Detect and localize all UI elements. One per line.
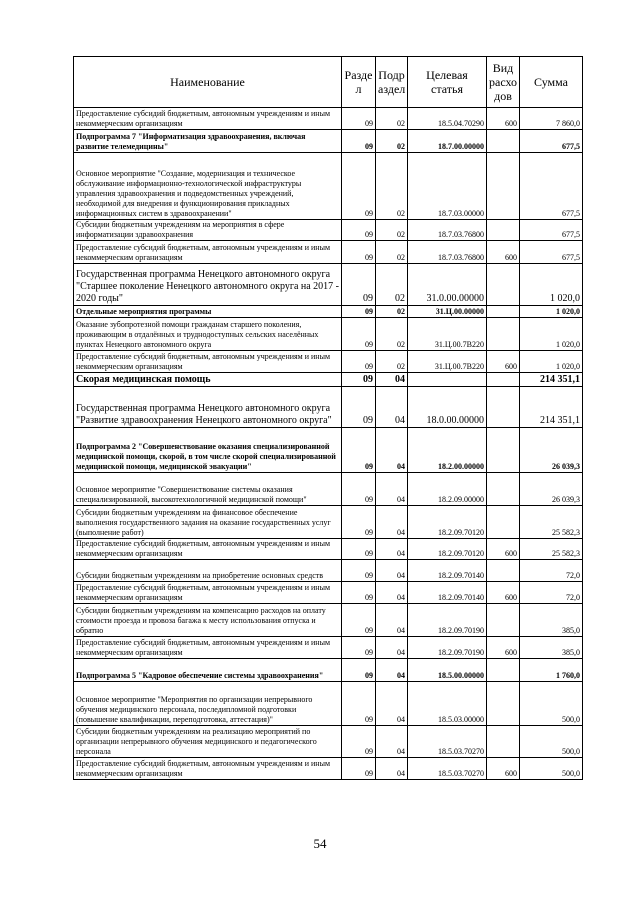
row-target: 18.5.03.00000 (408, 682, 487, 726)
row-sum: 214 351,1 (520, 387, 583, 428)
budget-table (73, 56, 583, 780)
header-name: Наименование (74, 57, 342, 108)
row-type (487, 220, 520, 241)
row-target: 18.5.03.70270 (408, 758, 487, 780)
row-type: 600 (487, 582, 520, 604)
row-sum: 677,5 (520, 153, 583, 220)
row-target: 18.2.09.70190 (408, 604, 487, 637)
row-type (487, 659, 520, 682)
row-name: Основное мероприятие "Создание, модернизация и техническое обслуживание информационно-технологической инфраструктуры управления здравоохранения и подведомственных учреждений, необходимой для внедрения и функционирования прикладных информационных систем в здравоохранении" (74, 153, 342, 220)
row-type (487, 473, 520, 506)
row-section: 09 (342, 560, 376, 582)
row-type (487, 153, 520, 220)
table-row (74, 108, 583, 130)
row-subsection: 04 (376, 659, 408, 682)
row-sum: 214 351,1 (520, 373, 583, 387)
table-row (74, 264, 583, 306)
row-section: 09 (342, 682, 376, 726)
table-row (74, 306, 583, 318)
table-row (74, 604, 583, 637)
row-subsection: 04 (376, 560, 408, 582)
row-type (487, 428, 520, 473)
row-target: 18.0.00.00000 (408, 387, 487, 428)
row-name: Субсидии бюджетным учреждениям на мероприятия в сфере информатизации здравоохранения (74, 220, 342, 241)
row-type (487, 387, 520, 428)
row-section: 09 (342, 659, 376, 682)
row-name: Субсидии бюджетным учреждениям на финансовое обеспечение выполнения государственного задания на оказание государственных услуг (выполнение работ) (74, 506, 342, 539)
table-row (74, 582, 583, 604)
table-row (74, 220, 583, 241)
row-target: 31.Ц.00.7В220 (408, 351, 487, 373)
row-section: 09 (342, 373, 376, 387)
row-section: 09 (342, 473, 376, 506)
row-type: 600 (487, 637, 520, 659)
row-name: Предоставление субсидий бюджетным, автономным учреждениям и иным некоммерческим организациям (74, 108, 342, 130)
header-type: Вид расхо дов (487, 57, 520, 108)
row-name: Предоставление субсидий бюджетным, автономным учреждениям и иным некоммерческим организациям (74, 758, 342, 780)
page-number: 54 (313, 836, 327, 851)
row-section: 09 (342, 130, 376, 153)
row-type: 600 (487, 241, 520, 264)
row-sum: 26 039,3 (520, 428, 583, 473)
table-row (74, 560, 583, 582)
row-type (487, 726, 520, 758)
row-sum: 385,0 (520, 637, 583, 659)
row-section: 09 (342, 506, 376, 539)
row-subsection: 04 (376, 726, 408, 758)
row-target: 18.2.09.70140 (408, 560, 487, 582)
row-type (487, 604, 520, 637)
row-sum: 500,0 (520, 682, 583, 726)
row-subsection: 02 (376, 241, 408, 264)
row-subsection: 04 (376, 387, 408, 428)
row-target: 18.7.03.00000 (408, 153, 487, 220)
row-sum: 677,5 (520, 130, 583, 153)
row-section: 09 (342, 108, 376, 130)
table-row (74, 473, 583, 506)
table-row (74, 637, 583, 659)
row-section: 09 (342, 318, 376, 351)
row-subsection: 04 (376, 604, 408, 637)
table-row (74, 539, 583, 560)
header-sum: Сумма (520, 57, 583, 108)
row-target: 18.2.09.70190 (408, 637, 487, 659)
row-name: Субсидии бюджетным учреждениям на компенсацию расходов на оплату стоимости проезда и провоза багажа к месту использования отпуска и обратно (74, 604, 342, 637)
row-sum: 25 582,3 (520, 539, 583, 560)
table-row (74, 351, 583, 373)
row-sum: 26 039,3 (520, 473, 583, 506)
row-type: 600 (487, 539, 520, 560)
table-body (74, 108, 583, 780)
row-subsection: 02 (376, 351, 408, 373)
row-sum: 677,5 (520, 220, 583, 241)
row-subsection: 02 (376, 220, 408, 241)
row-sum: 385,0 (520, 604, 583, 637)
row-name: Субсидии бюджетным учреждениям на приобретение основных средств (74, 560, 342, 582)
row-target: 18.5.03.70270 (408, 726, 487, 758)
table-row (74, 130, 583, 153)
table-row (74, 682, 583, 726)
row-type (487, 318, 520, 351)
row-name: Предоставление субсидий бюджетным, автономным учреждениям и иным некоммерческим организациям (74, 582, 342, 604)
table-row (74, 241, 583, 264)
row-name: Предоставление субсидий бюджетным, автономным учреждениям и иным некоммерческим организациям (74, 539, 342, 560)
row-section: 09 (342, 241, 376, 264)
row-target: 31.Ц.00.7В220 (408, 318, 487, 351)
row-subsection: 04 (376, 582, 408, 604)
row-target: 31.Ц.00.00000 (408, 306, 487, 318)
row-subsection: 02 (376, 108, 408, 130)
row-subsection: 04 (376, 473, 408, 506)
table-row (74, 387, 583, 428)
row-type: 600 (487, 351, 520, 373)
row-name: Основное мероприятие "Мероприятия по организации непрерывного обучения медицинского персонала, последипломной подготовки (повышение квалификации, переподготовка, аттестация)" (74, 682, 342, 726)
row-name: Государственная программа Ненецкого автономного округа "Развитие здравоохранения Ненецкого автономного округа" (74, 387, 342, 428)
row-subsection: 02 (376, 264, 408, 306)
row-subsection: 04 (376, 539, 408, 560)
row-subsection: 04 (376, 373, 408, 387)
row-name: Отдельные мероприятия программы (74, 306, 342, 318)
row-target: 18.2.09.70120 (408, 506, 487, 539)
row-target: 18.2.00.00000 (408, 428, 487, 473)
row-name: Подпрограмма 2 "Совершенствование оказания специализированной медицинской помощи, скорой, в том числе скорой специализированной медицинской помощи, медицинской эвакуации" (74, 428, 342, 473)
table-row (74, 506, 583, 539)
row-subsection: 02 (376, 318, 408, 351)
row-section: 09 (342, 582, 376, 604)
row-sum: 500,0 (520, 726, 583, 758)
table-row (74, 428, 583, 473)
row-sum: 1 020,0 (520, 306, 583, 318)
row-subsection: 04 (376, 682, 408, 726)
row-subsection: 02 (376, 306, 408, 318)
row-type (487, 560, 520, 582)
table-row (74, 373, 583, 387)
row-section: 09 (342, 758, 376, 780)
row-type: 600 (487, 758, 520, 780)
row-target: 18.7.00.00000 (408, 130, 487, 153)
row-target: 18.2.09.70140 (408, 582, 487, 604)
row-section: 09 (342, 726, 376, 758)
row-name: Предоставление субсидий бюджетным, автономным учреждениям и иным некоммерческим организациям (74, 351, 342, 373)
header-section: Разде л (342, 57, 376, 108)
table-row (74, 318, 583, 351)
row-sum: 1 760,0 (520, 659, 583, 682)
row-sum: 72,0 (520, 582, 583, 604)
row-section: 09 (342, 539, 376, 560)
row-subsection: 02 (376, 153, 408, 220)
row-type (487, 130, 520, 153)
row-sum: 72,0 (520, 560, 583, 582)
row-target: 18.5.04.70290 (408, 108, 487, 130)
row-name: Государственная программа Ненецкого автономного округа "Старшее поколение Ненецкого автономного округа на 2017 - 2020 годы" (74, 264, 342, 306)
row-type (487, 506, 520, 539)
row-section: 09 (342, 351, 376, 373)
header-target: Целевая статья (408, 57, 487, 108)
row-type (487, 264, 520, 306)
row-name: Основное мероприятие "Совершенствование системы оказания специализированной, высокотехнологичной медицинской помощи" (74, 473, 342, 506)
table-row (74, 726, 583, 758)
header-subsection: Подр аздел (376, 57, 408, 108)
row-target: 18.2.09.70120 (408, 539, 487, 560)
row-type (487, 682, 520, 726)
table-row (74, 659, 583, 682)
row-sum: 1 020,0 (520, 318, 583, 351)
row-type (487, 373, 520, 387)
row-target: 18.2.09.00000 (408, 473, 487, 506)
row-name: Субсидии бюджетным учреждениям на реализацию мероприятий по организации непрерывного обучения медицинского и педагогического персонала (74, 726, 342, 758)
row-name: Подпрограмма 5 "Кадровое обеспечение системы здравоохранения" (74, 659, 342, 682)
row-section: 09 (342, 604, 376, 637)
row-sum: 7 860,0 (520, 108, 583, 130)
row-type (487, 306, 520, 318)
row-name: Предоставление субсидий бюджетным, автономным учреждениям и иным некоммерческим организациям (74, 241, 342, 264)
row-subsection: 04 (376, 506, 408, 539)
row-subsection: 04 (376, 428, 408, 473)
row-subsection: 02 (376, 130, 408, 153)
table-header-row (74, 57, 583, 108)
row-section: 09 (342, 306, 376, 318)
row-name: Скорая медицинская помощь (74, 373, 342, 387)
row-target: 18.5.00.00000 (408, 659, 487, 682)
row-target: 18.7.03.76800 (408, 241, 487, 264)
row-sum: 1 020,0 (520, 264, 583, 306)
row-subsection: 04 (376, 637, 408, 659)
row-name: Подпрограмма 7 "Информатизация здравоохранения, включая развитие телемедицины" (74, 130, 342, 153)
table-row (74, 153, 583, 220)
row-section: 09 (342, 264, 376, 306)
row-type: 600 (487, 108, 520, 130)
table-row (74, 758, 583, 780)
row-name: Предоставление субсидий бюджетным, автономным учреждениям и иным некоммерческим организациям (74, 637, 342, 659)
row-section: 09 (342, 153, 376, 220)
row-section: 09 (342, 428, 376, 473)
row-sum: 677,5 (520, 241, 583, 264)
row-target: 31.0.00.00000 (408, 264, 487, 306)
row-target (408, 373, 487, 387)
row-sum: 500,0 (520, 758, 583, 780)
row-section: 09 (342, 387, 376, 428)
row-section: 09 (342, 637, 376, 659)
row-subsection: 04 (376, 758, 408, 780)
row-name: Оказание зубопротезной помощи гражданам старшего поколения, проживающим в отдалённых и труднодоступных сельских населённых пунктах Ненецкого автономного округа (74, 318, 342, 351)
row-section: 09 (342, 220, 376, 241)
row-sum: 1 020,0 (520, 351, 583, 373)
row-sum: 25 582,3 (520, 506, 583, 539)
row-target: 18.7.03.76800 (408, 220, 487, 241)
